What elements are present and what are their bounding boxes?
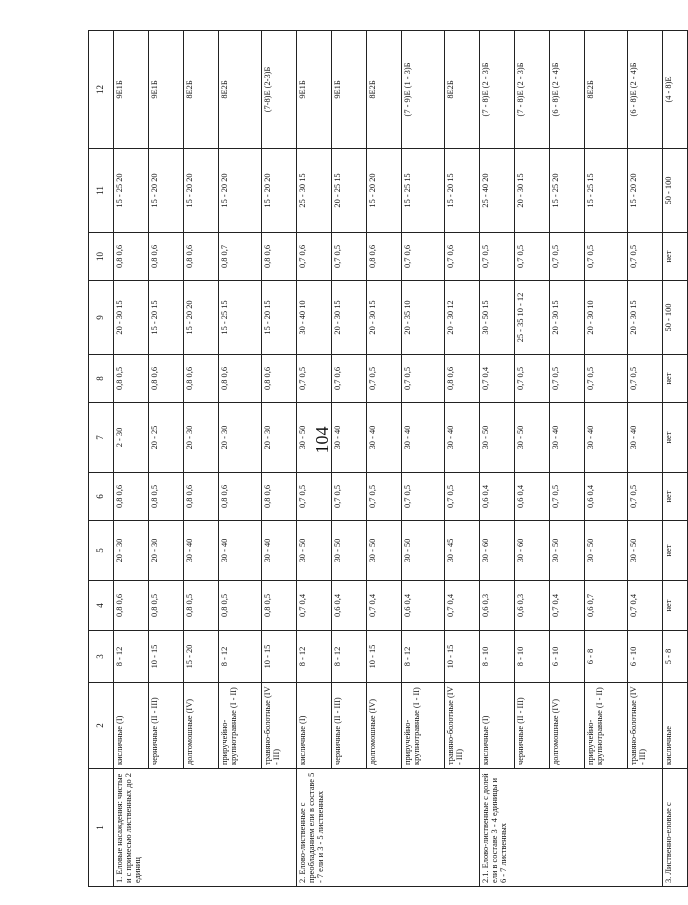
forest-table-container — [88, 31, 673, 887]
group-label: 3. Лиственно-еловые с — [663, 769, 688, 887]
value-cell: 0,7 0,5 — [585, 355, 628, 403]
value-cell: 50 - 100 — [663, 149, 688, 233]
value-cell: 0,8 0,5 — [262, 581, 297, 631]
value-cell: 15 - 20 20 — [184, 149, 219, 233]
value-cell: 6 - 10 — [550, 631, 585, 683]
table-row — [402, 31, 445, 887]
value-cell: (7 - 8)Е (2 - 3)Б — [480, 31, 515, 149]
value-cell: 30 - 50 — [297, 403, 332, 473]
value-cell: нет — [663, 403, 688, 473]
value-cell: 0,8 0,6 — [262, 473, 297, 521]
group-label: 2. Елово-лиственные с преобладанием ели в составе 5 - 7 ели и 3 - 5 лиственных — [297, 769, 480, 887]
value-cell: 6 - 10 — [628, 631, 663, 683]
table-row — [184, 31, 219, 887]
value-cell: 0,7 0,5 — [585, 233, 628, 281]
value-cell: 0,6 0,4 — [402, 581, 445, 631]
value-cell: нет — [663, 473, 688, 521]
value-cell: 10 - 15 — [262, 631, 297, 683]
value-cell: 8 - 10 — [515, 631, 550, 683]
forest-table — [88, 30, 688, 887]
table-row — [663, 31, 688, 887]
value-cell: 30 - 40 — [445, 403, 480, 473]
value-cell: 0,8 0,6 — [149, 233, 184, 281]
value-cell: 20 - 30 — [149, 521, 184, 581]
value-cell: 0,8 0,6 — [184, 473, 219, 521]
value-cell: 20 - 30 15 — [628, 281, 663, 355]
table-row — [114, 31, 149, 887]
value-cell: 15 - 25 20 — [114, 149, 149, 233]
forest-type-cell: кисличные — [663, 683, 688, 769]
value-cell: 0,7 0,4 — [480, 355, 515, 403]
value-cell: 0,8 0,6 — [219, 355, 262, 403]
value-cell: 0,8 0,6 — [262, 355, 297, 403]
value-cell: 15 - 25 20 — [550, 149, 585, 233]
forest-type-cell: приручейно-крупнотравные (I - II) — [402, 683, 445, 769]
value-cell: 50 - 100 — [663, 281, 688, 355]
value-cell: 0,8 0,6 — [445, 355, 480, 403]
value-cell: нет — [663, 355, 688, 403]
value-cell: 20 - 30 15 — [515, 149, 550, 233]
value-cell: 0,7 0,5 — [402, 355, 445, 403]
value-cell: 0,7 0,5 — [445, 473, 480, 521]
value-cell: (7 - 9)Е (1 - 3)Б — [402, 31, 445, 149]
value-cell: 8 - 10 — [480, 631, 515, 683]
value-cell: (7-8)Е (2-3)Б — [262, 31, 297, 149]
value-cell: 0,8 0,6 — [114, 473, 149, 521]
value-cell: 15 - 20 20 — [628, 149, 663, 233]
value-cell: 30 - 40 — [367, 403, 402, 473]
value-cell: 0,8 0,5 — [219, 581, 262, 631]
table-row — [480, 31, 515, 887]
table-row — [550, 31, 585, 887]
value-cell: 30 - 50 15 — [480, 281, 515, 355]
column-header: 9 — [89, 281, 114, 355]
value-cell: 15 - 20 15 — [149, 281, 184, 355]
value-cell: 0,8 0,6 — [184, 233, 219, 281]
value-cell: 15 - 25 15 — [585, 149, 628, 233]
value-cell: 0,7 0,4 — [550, 581, 585, 631]
forest-type-cell: травяно-болотные (IV - III) — [445, 683, 480, 769]
column-header: 12 — [89, 31, 114, 149]
column-header: 6 — [89, 473, 114, 521]
forest-type-cell: кисличные (I) — [480, 683, 515, 769]
value-cell: 0,7 0,4 — [445, 581, 480, 631]
value-cell: 30 - 40 — [402, 403, 445, 473]
value-cell: 0,7 0,4 — [297, 581, 332, 631]
value-cell: 15 - 20 20 — [219, 149, 262, 233]
group-label: 1. Еловые насаждения: чистые и с примесью лиственных до 2 единиц — [114, 769, 297, 887]
value-cell: 8Е2Б — [184, 31, 219, 149]
value-cell: 6 - 8 — [585, 631, 628, 683]
value-cell: 30 - 40 — [219, 521, 262, 581]
value-cell: 8 - 12 — [114, 631, 149, 683]
value-cell: 25 - 35 10 - 12 — [515, 281, 550, 355]
table-row — [515, 31, 550, 887]
forest-type-cell: травяно-болотные (IV - III) — [628, 683, 663, 769]
value-cell: 8 - 12 — [332, 631, 367, 683]
value-cell: 15 - 20 20 — [262, 149, 297, 233]
group-label: 2.1. Елово-лиственные с долей ели в составе 3 - 4 единицы и 6 - 7 лиственных — [480, 769, 663, 887]
value-cell: 30 - 40 — [184, 521, 219, 581]
value-cell: 0,8 0,5 — [149, 581, 184, 631]
value-cell: 25 - 30 15 — [297, 149, 332, 233]
value-cell: 0,7 0,5 — [628, 233, 663, 281]
value-cell: 30 - 50 — [515, 403, 550, 473]
value-cell: 0,8 0,5 — [114, 355, 149, 403]
value-cell: 20 - 30 15 — [332, 281, 367, 355]
value-cell: 15 - 20 20 — [149, 149, 184, 233]
forest-type-cell: долгомошные (IV) — [550, 683, 585, 769]
value-cell: 30 - 60 — [515, 521, 550, 581]
table-row — [297, 31, 332, 887]
value-cell: 30 - 40 10 — [297, 281, 332, 355]
value-cell: 30 - 40 — [628, 403, 663, 473]
header-row — [89, 31, 114, 887]
value-cell: 0,8 0,6 — [149, 355, 184, 403]
value-cell: 9Е1Б — [149, 31, 184, 149]
value-cell: 30 - 50 — [480, 403, 515, 473]
value-cell: 0,8 0,5 — [184, 581, 219, 631]
value-cell: (6 - 8)Е (2 - 4)Б — [550, 31, 585, 149]
value-cell: 15 - 20 — [184, 631, 219, 683]
table-row — [445, 31, 480, 887]
value-cell: 15 - 20 20 — [367, 149, 402, 233]
value-cell: 0,6 0,4 — [332, 581, 367, 631]
value-cell: (4 - 8)Е — [663, 31, 688, 149]
value-cell: 0,7 0,5 — [367, 355, 402, 403]
value-cell: 9Е1Б — [114, 31, 149, 149]
value-cell: 0,7 0,5 — [550, 233, 585, 281]
value-cell: нет — [663, 581, 688, 631]
forest-type-cell: долгомошные (IV) — [367, 683, 402, 769]
forest-type-cell: черничные (II - III) — [149, 683, 184, 769]
value-cell: 0,8 0,6 — [114, 233, 149, 281]
value-cell: 0,7 0,5 — [297, 355, 332, 403]
value-cell: 10 - 15 — [149, 631, 184, 683]
value-cell: 30 - 50 — [550, 521, 585, 581]
column-header: 7 — [89, 403, 114, 473]
value-cell: 20 - 25 — [149, 403, 184, 473]
value-cell: 30 - 40 — [332, 403, 367, 473]
value-cell: 0,8 0,7 — [219, 233, 262, 281]
value-cell: 0,7 0,6 — [402, 233, 445, 281]
value-cell: 0,7 0,5 — [480, 233, 515, 281]
value-cell: 30 - 40 — [585, 403, 628, 473]
table-row — [367, 31, 402, 887]
value-cell: 30 - 60 — [480, 521, 515, 581]
value-cell: 15 - 25 15 — [219, 281, 262, 355]
table-row — [262, 31, 297, 887]
value-cell: 0,6 0,4 — [480, 473, 515, 521]
value-cell: 30 - 50 — [628, 521, 663, 581]
value-cell: 30 - 40 — [550, 403, 585, 473]
value-cell: 0,7 0,4 — [628, 581, 663, 631]
value-cell: 15 - 20 15 — [445, 149, 480, 233]
value-cell: 0,7 0,5 — [367, 473, 402, 521]
value-cell: 0,7 0,6 — [445, 233, 480, 281]
value-cell: 0,6 0,4 — [585, 473, 628, 521]
value-cell: 15 - 20 15 — [262, 281, 297, 355]
forest-type-cell: травяно-болотные (IV - III) — [262, 683, 297, 769]
value-cell: 0,8 0,6 — [367, 233, 402, 281]
value-cell: 30 - 50 — [332, 521, 367, 581]
value-cell: 0,8 0,5 — [149, 473, 184, 521]
value-cell: 0,7 0,6 — [332, 355, 367, 403]
table-row — [149, 31, 184, 887]
table-row — [219, 31, 262, 887]
value-cell: 30 - 50 — [367, 521, 402, 581]
value-cell: 0,7 0,5 — [297, 473, 332, 521]
value-cell: 9Е1Б — [297, 31, 332, 149]
value-cell: 10 - 15 — [445, 631, 480, 683]
value-cell: 5 - 8 — [663, 631, 688, 683]
value-cell: 0,7 0,5 — [550, 355, 585, 403]
forest-type-cell: кисличные (I) — [297, 683, 332, 769]
value-cell: 0,6 0,3 — [480, 581, 515, 631]
value-cell: 0,6 0,4 — [515, 473, 550, 521]
value-cell: 0,6 0,3 — [515, 581, 550, 631]
value-cell: 0,7 0,5 — [628, 355, 663, 403]
value-cell: 2 - 30 — [114, 403, 149, 473]
value-cell: 0,8 0,6 — [219, 473, 262, 521]
value-cell: 20 - 30 15 — [367, 281, 402, 355]
value-cell: 8Е2Б — [219, 31, 262, 149]
value-cell: 15 - 25 15 — [402, 149, 445, 233]
value-cell: 0,6 0,7 — [585, 581, 628, 631]
value-cell: 0,7 0,5 — [550, 473, 585, 521]
column-header: 3 — [89, 631, 114, 683]
column-header: 5 — [89, 521, 114, 581]
value-cell: 20 - 30 15 — [550, 281, 585, 355]
value-cell: 8 - 12 — [402, 631, 445, 683]
value-cell: 30 - 45 — [445, 521, 480, 581]
forest-type-cell: кисличные (I) — [114, 683, 149, 769]
column-header: 11 — [89, 149, 114, 233]
forest-type-cell: черничные (II - III) — [332, 683, 367, 769]
table-row — [628, 31, 663, 887]
column-header: 4 — [89, 581, 114, 631]
value-cell: нет — [663, 233, 688, 281]
value-cell: 20 - 30 — [184, 403, 219, 473]
value-cell: 20 - 30 — [262, 403, 297, 473]
value-cell: (6 - 8)Е (2 - 4)Б — [628, 31, 663, 149]
value-cell: 15 - 20 20 — [184, 281, 219, 355]
value-cell: 0,8 0,6 — [114, 581, 149, 631]
table-row — [332, 31, 367, 887]
value-cell: 9Е1Б — [332, 31, 367, 149]
column-header: 2 — [89, 683, 114, 769]
column-header: 10 — [89, 233, 114, 281]
value-cell: 0,8 0,6 — [184, 355, 219, 403]
value-cell: 0,7 0,6 — [297, 233, 332, 281]
value-cell: 8Е2Б — [585, 31, 628, 149]
column-header: 8 — [89, 355, 114, 403]
value-cell: 30 - 50 — [585, 521, 628, 581]
value-cell: 0,7 0,5 — [402, 473, 445, 521]
value-cell: 0,7 0,5 — [332, 473, 367, 521]
table-row — [585, 31, 628, 887]
value-cell: 30 - 50 — [402, 521, 445, 581]
forest-type-cell: черничные (II - III) — [515, 683, 550, 769]
value-cell: 20 - 25 15 — [332, 149, 367, 233]
value-cell: 0,7 0,5 — [332, 233, 367, 281]
value-cell: 0,7 0,4 — [367, 581, 402, 631]
value-cell: 10 - 15 — [367, 631, 402, 683]
value-cell: 0,8 0,6 — [262, 233, 297, 281]
forest-type-cell: приручейно-крупнотравные (I - II) — [585, 683, 628, 769]
value-cell: 0,7 0,5 — [628, 473, 663, 521]
value-cell: нет — [663, 521, 688, 581]
value-cell: 20 - 30 — [114, 521, 149, 581]
forest-type-cell: долгомошные (IV) — [184, 683, 219, 769]
table-body — [114, 31, 688, 887]
page-number: 104 — [312, 426, 332, 454]
value-cell: 20 - 30 10 — [585, 281, 628, 355]
column-header: 1 — [89, 769, 114, 887]
value-cell: 30 - 50 — [297, 521, 332, 581]
value-cell: 30 - 40 — [262, 521, 297, 581]
value-cell: 20 - 30 12 — [445, 281, 480, 355]
value-cell: 0,7 0,5 — [515, 355, 550, 403]
value-cell: 8Е2Б — [367, 31, 402, 149]
forest-type-cell: приручейно-крупнотравные (I - II) — [219, 683, 262, 769]
value-cell: (7 - 8)Е (2 - 3)Б — [515, 31, 550, 149]
value-cell: 0,7 0,5 — [515, 233, 550, 281]
value-cell: 8Е2Б — [445, 31, 480, 149]
value-cell: 8 - 12 — [297, 631, 332, 683]
value-cell: 25 - 40 20 — [480, 149, 515, 233]
value-cell: 8 - 12 — [219, 631, 262, 683]
value-cell: 20 - 35 10 — [402, 281, 445, 355]
value-cell: 20 - 30 15 — [114, 281, 149, 355]
value-cell: 20 - 30 — [219, 403, 262, 473]
